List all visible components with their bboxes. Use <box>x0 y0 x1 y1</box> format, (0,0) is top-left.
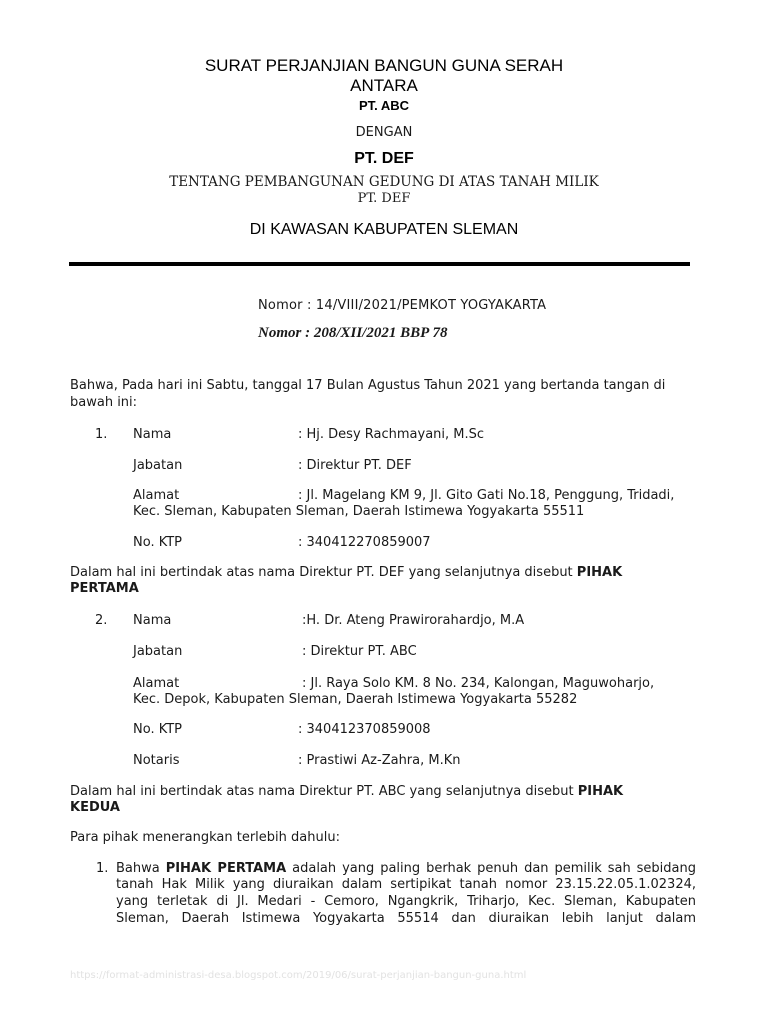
source-url-watermark: https://format-administrasi-desa.blogspot.com/2019/06/surat-perjanjian-bangun-guna.html <box>70 970 527 981</box>
party1-jabatan-value: : Direktur PT. DEF <box>298 458 412 473</box>
party1-ktp-label: No. KTP <box>133 535 183 550</box>
clause1-party-bold: PIHAK PERTAMA <box>165 861 287 876</box>
header-divider <box>69 262 690 266</box>
clause1-line3: yang terletak di Jl. Medari - Cemoro, Ngangkrik, Triharjo, Kec. Sleman, Kabupaten <box>116 894 696 909</box>
clause1-line1 <box>116 861 696 878</box>
party2-role-part2: KEDUA <box>70 800 120 815</box>
document-title-line2: ANTARA <box>350 76 418 95</box>
document-title-line1: SURAT PERJANJIAN BANGUN GUNA SERAH <box>204 56 564 75</box>
party1-role-part1: PIHAK <box>576 565 623 580</box>
party-a-name: PT. ABC <box>358 98 410 113</box>
party2-statement-text: Dalam hal ini bertindak atas nama Direktur PT. ABC yang selanjutnya disebut <box>70 784 578 799</box>
party2-notaris-value: : Prastiwi Az-Zahra, M.Kn <box>298 753 461 768</box>
clause1-line2: tanah Hak Milik yang diuraikan dalam sertipikat tanah nomor 23.15.22.05.1.02324, <box>116 877 696 892</box>
party2-ktp-label: No. KTP <box>133 722 183 737</box>
clause1-number: 1. <box>96 861 109 876</box>
location-line: DI KAWASAN KABUPATEN SLEMAN <box>249 221 519 238</box>
party2-ktp-value: : 340412370859008 <box>298 722 431 737</box>
party1-alamat-label: Alamat <box>133 488 180 503</box>
party2-alamat-value-line1: : Jl. Raya Solo KM. 8 No. 234, Kalongan, Maguwoharjo, <box>302 676 655 691</box>
party2-jabatan-value: : Direktur PT. ABC <box>302 644 417 659</box>
party2-number: 2. <box>95 613 108 628</box>
party1-alamat-value-line1: : Jl. Magelang KM 9, Jl. Gito Gati No.18, Penggung, Tridadi, <box>298 488 675 503</box>
party1-jabatan-label: Jabatan <box>133 458 183 473</box>
clause1-line4: Sleman, Daerah Istimewa Yogyakarta 55514 dan diuraikan lebih lanjut dalam <box>116 911 696 926</box>
subject-line1: TENTANG PEMBANGUNAN GEDUNG DI ATAS TANAH MILIK <box>169 174 599 190</box>
party1-nama-label: Nama <box>133 427 172 442</box>
party2-nama-label: Nama <box>133 613 172 628</box>
clause1-line1-rest: adalah yang paling berhak penuh dan pemilik sah sebidang <box>286 861 696 876</box>
party2-statement <box>70 784 623 801</box>
party1-statement <box>70 565 622 582</box>
party1-alamat-value-line2: Kec. Sleman, Kabupaten Sleman, Daerah Istimewa Yogyakarta 55511 <box>133 504 585 519</box>
nomor-line-1: Nomor : 14/VIII/2021/PEMKOT YOGYAKARTA <box>258 298 547 313</box>
intro-paragraph: Bahwa, Pada hari ini Sabtu, tanggal 17 Bulan Agustus Tahun 2021 yang bertanda tangan di bawah ini: <box>70 378 666 410</box>
party1-statement-text: Dalam hal ini bertindak atas nama Direktur PT. DEF yang selanjutnya disebut <box>70 565 577 580</box>
nomor-line-2: Nomor : 208/XII/2021 BBP 78 <box>258 325 448 341</box>
clause1-lead: Bahwa <box>116 861 166 876</box>
party2-notaris-label: Notaris <box>133 753 180 768</box>
party2-alamat-label: Alamat <box>133 676 180 691</box>
dengan-label: DENGAN <box>355 125 413 140</box>
party1-ktp-value: : 340412270859007 <box>298 535 431 550</box>
party1-number: 1. <box>95 427 108 442</box>
party1-role-part2: PERTAMA <box>70 581 139 596</box>
party2-jabatan-label: Jabatan <box>133 644 183 659</box>
subject-line2: PT. DEF <box>357 191 411 206</box>
party-b-name: PT. DEF <box>354 150 414 167</box>
party2-role-part1: PIHAK <box>577 784 624 799</box>
party1-nama-value: : Hj. Desy Rachmayani, M.Sc <box>298 427 485 442</box>
preamble-text: Para pihak menerangkan terlebih dahulu: <box>70 830 340 845</box>
party2-alamat-value-line2: Kec. Depok, Kabupaten Sleman, Daerah Istimewa Yogyakarta 55282 <box>133 692 578 707</box>
party2-nama-value: :H. Dr. Ateng Prawirorahardjo, M.A <box>302 613 525 628</box>
